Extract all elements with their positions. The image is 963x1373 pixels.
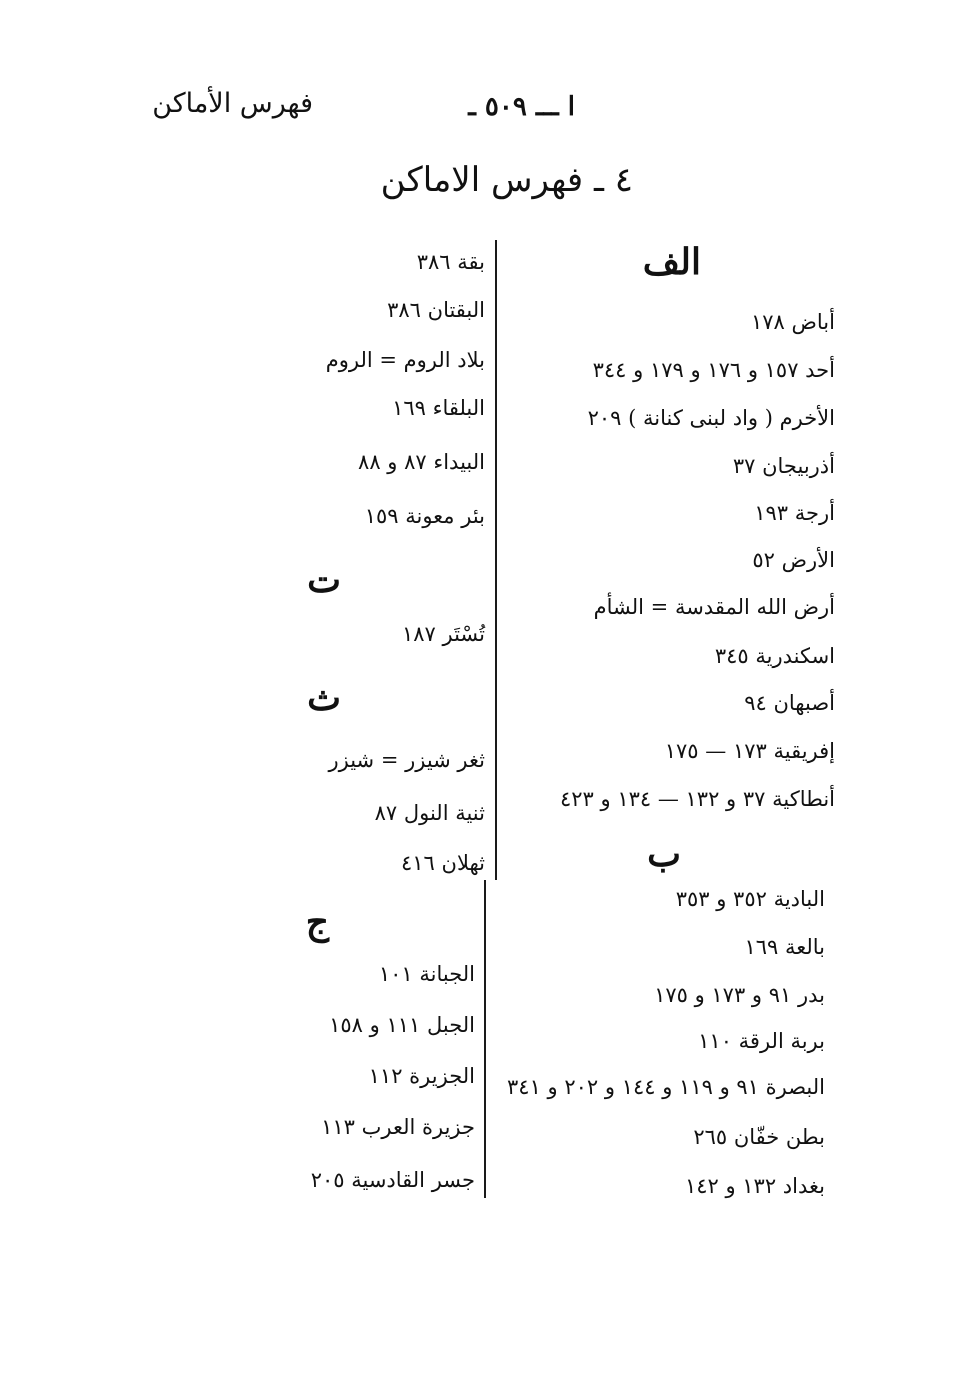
index-entry: جزيرة العرب ١١٣	[321, 1115, 475, 1139]
index-entry: الجزيرة ١١٢	[368, 1064, 475, 1088]
index-entry: تُسْتَر ١٨٧	[401, 622, 485, 646]
index-entry: بالعة ١٦٩	[744, 935, 825, 959]
index-entry: البادية ٣٥٢ و ٣٥٣	[675, 887, 825, 911]
index-entry: أباض ١٧٨	[751, 310, 835, 334]
index-entry: بطن خفّان ٢٦٥	[693, 1125, 825, 1149]
column-divider-upper	[495, 240, 497, 880]
index-entry: البصرة ٩١ و ١١٩ و ١٤٤ و ٢٠٢ و ٣٤١	[507, 1075, 825, 1099]
letter-heading-jim: ج	[305, 901, 329, 943]
index-entry: جسر القادسية ٢٠٥	[310, 1168, 475, 1192]
letter-heading-ta: ت	[307, 559, 341, 601]
index-entry: البقتان ٣٨٦	[387, 298, 485, 322]
index-entry: أحد ١٥٧ و ١٧٦ و ١٧٩ و ٣٤٤	[592, 358, 835, 382]
index-entry: الأخرم ( واد لبنى كنانة ) ٢٠٩	[587, 406, 835, 430]
index-entry: إفريقية ١٧٣ — ١٧٥	[664, 739, 835, 763]
index-entry: بلاد الروم = الروم	[325, 348, 485, 372]
running-title: فهرس الأماكن	[152, 88, 313, 119]
letter-heading-alif: الف	[642, 241, 701, 283]
section-title: ٤ ـ فهرس الاماكن	[380, 160, 633, 200]
index-entry: البلقاء ١٦٩	[392, 396, 485, 420]
index-entry: ثنية النول ٨٧	[374, 801, 485, 825]
index-entry: اسكندرية ٣٤٥	[714, 644, 835, 668]
index-entry: أصبهان ٩٤	[744, 691, 835, 715]
index-entry: بربة الرقة ١١٠	[698, 1029, 825, 1053]
index-entry: بقة ٣٨٦	[416, 250, 485, 274]
index-entry: بدر ٩١ و ١٧٣ و ١٧٥	[654, 983, 825, 1007]
column-divider-lower	[484, 880, 486, 1198]
index-entry: أنطاكية ٣٧ و ١٣٢ — ١٣٤ و ٤٢٣	[559, 787, 835, 811]
index-entry: أرجة ١٩٣	[754, 501, 835, 525]
letter-heading-ba: ب	[647, 833, 681, 875]
index-entry: الأرض ٥٢	[752, 548, 835, 572]
page-number: ا ـــ ٥٠٩ ـ	[468, 92, 575, 122]
index-entry: ثهلان ٤١٦	[401, 851, 485, 875]
index-entry: ثغر شيزر = شيزر	[328, 748, 485, 772]
index-entry: الجبانة ١٠١	[378, 962, 475, 986]
index-entry: أرض الله المقدسة = الشأم	[593, 595, 835, 619]
index-entry: بغداد ١٣٢ و ١٤٢	[684, 1174, 825, 1198]
index-entry: أذربيجان ٣٧	[732, 454, 835, 478]
index-entry: البيداء ٨٧ و ٨٨	[358, 450, 485, 474]
index-entry: بئر معونة ١٥٩	[364, 504, 485, 528]
letter-heading-tha: ث	[307, 677, 341, 719]
index-entry: الجبل ١١١ و ١٥٨	[329, 1013, 475, 1037]
